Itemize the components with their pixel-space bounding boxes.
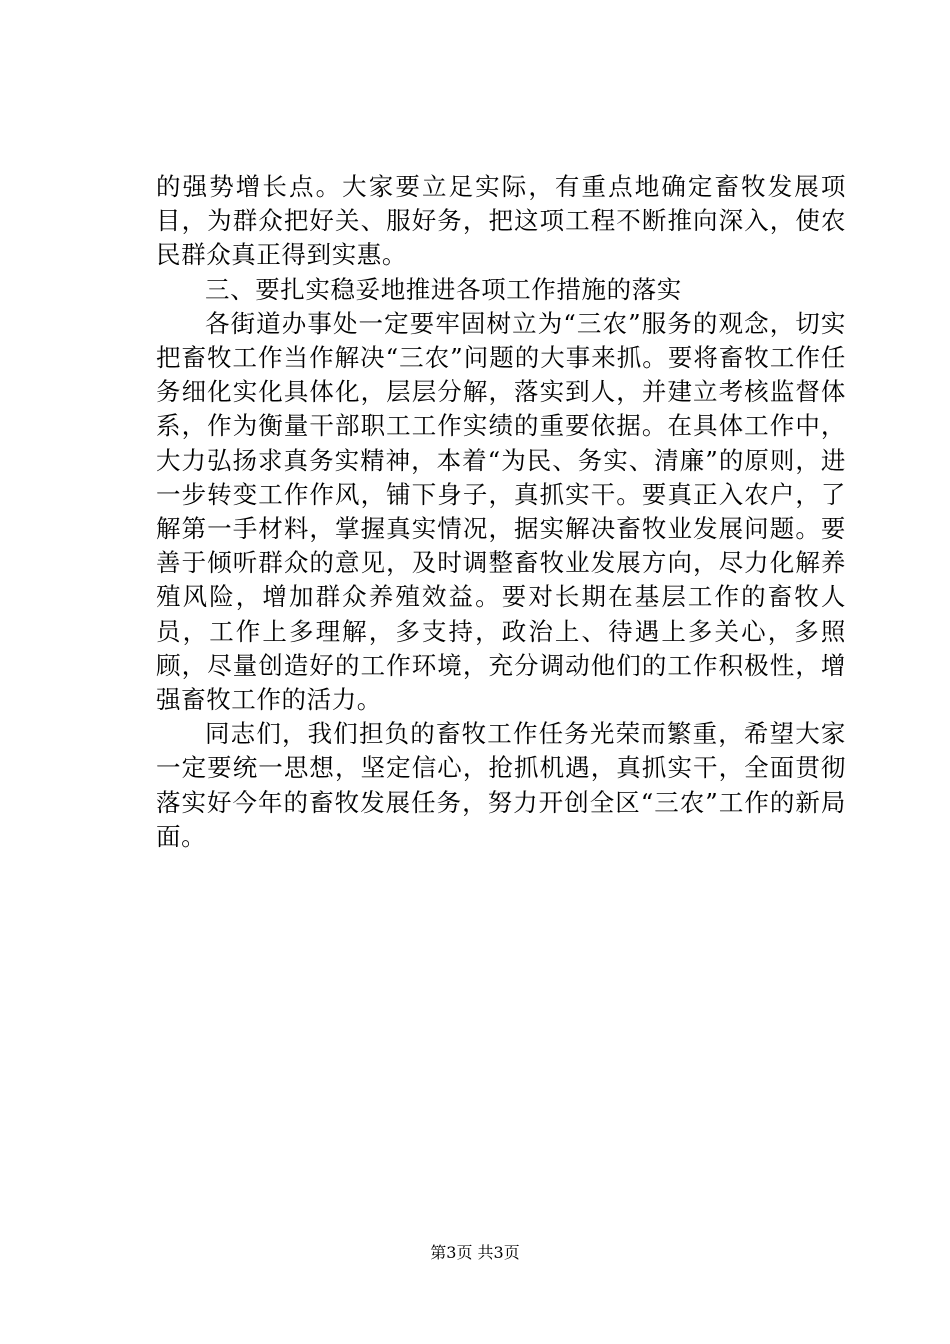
paragraph-closing: 同志们，我们担负的畜牧工作任务光荣而繁重，希望大家一定要统一思想，坚定信心，抢抓机遇，真抓实干，全面贯彻落实好今年的畜牧发展任务，努力开创全区“三农”工作的新局面。 [156, 719, 846, 851]
section-heading: 三、要扎实稳妥地推进各项工作措施的落实 [205, 274, 682, 304]
document-body [156, 170, 846, 854]
paragraph-continuation: 的强势增长点。大家要立足实际，有重点地确定畜牧发展项目，为群众把好关、服好务，把这项工程不断推向深入，使农民群众真正得到实惠。 [156, 172, 846, 270]
paragraph-measures: 各街道办事处一定要牢固树立为“三农”服务的观念，切实把畜牧工作当作解决“三农”问题的大事来抓。要将畜牧工作任务细化实化具体化，层层分解，落实到人，并建立考核监督体系，作为衡量干部职工工作实绩的重要依据。在具体工作中，大力弘扬求真务实精神，本着“为民、务实、清廉”的原则，进一步转变工作作风，铺下身子，真抓实干。要真正入农户，了解第一手材料，掌握真实情况，据实解决畜牧业发展问题。要善于倾听群众的意见，及时调整畜牧业发展方向，尽力化解养殖风险，增加群众养殖效益。要对长期在基层工作的畜牧人员，工作上多理解，多支持，政治上、待遇上多关心，多照顾，尽量创造好的工作环境，充分调动他们的工作积极性，增强畜牧工作的活力。 [156, 308, 846, 715]
page-footer: 第3页 共3页 [430, 1243, 520, 1262]
